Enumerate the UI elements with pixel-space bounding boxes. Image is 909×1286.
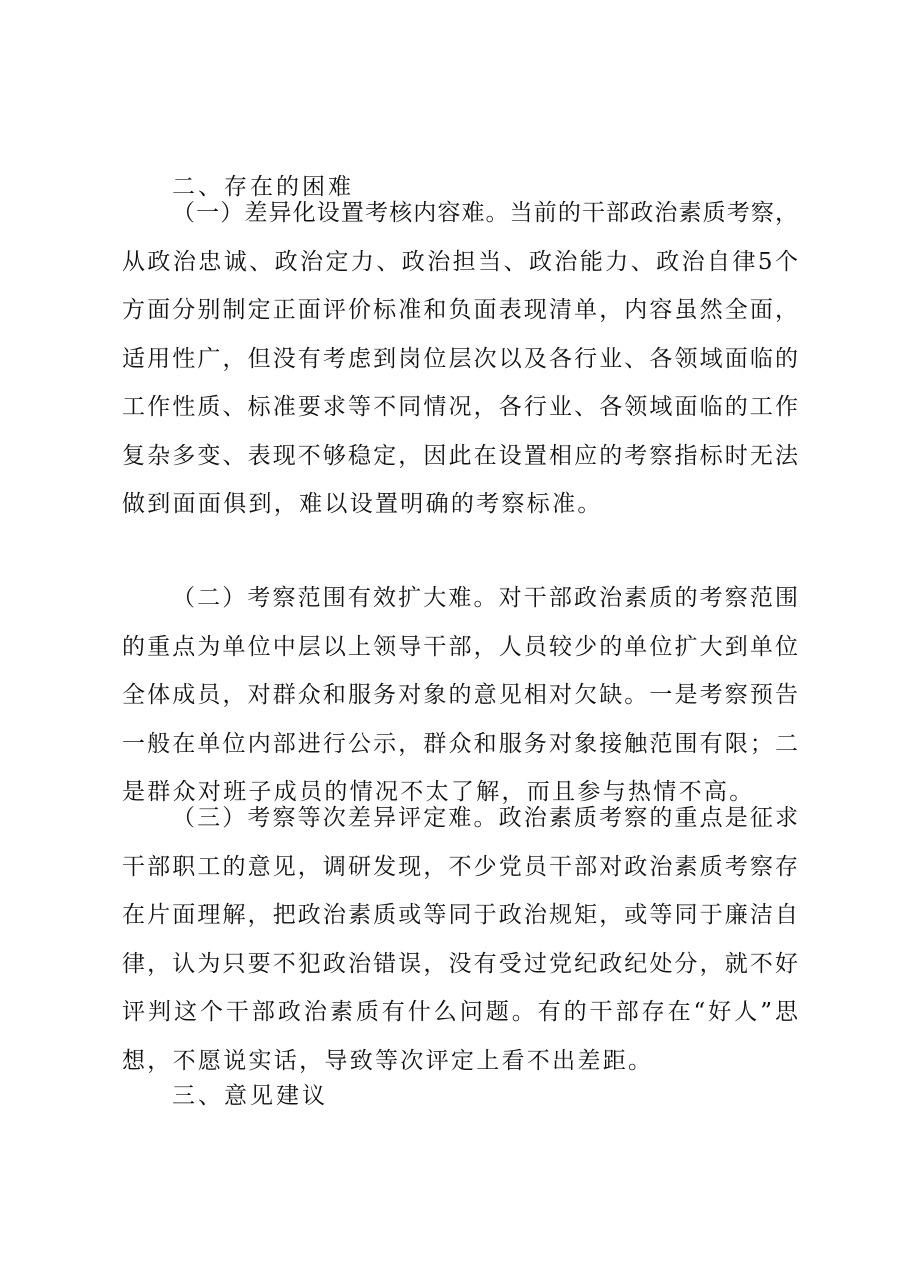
paragraph-line: 评判这个干部政治素质有什么问题。有的干部存在“好人”思: [122, 999, 798, 1025]
paragraph-line: 从政治忠诚、政治定力、政治担当、政治能力、政治自律5个: [122, 248, 798, 275]
paragraph-line: 工作性质、标准要求等不同情况，各行业、各领域面临的工作: [122, 394, 798, 420]
paragraph-line: 一般在单位内部进行公示，群众和服务对象接触范围有限；二: [122, 730, 798, 757]
paragraph-1: [122, 189, 798, 529]
paragraph-line: （三）考察等次差异评定难。政治素质考察的重点是征求: [172, 805, 798, 831]
paragraph-line: （一）差异化设置考核内容难。当前的干部政治素质考察，: [172, 200, 798, 226]
paragraph-3: [122, 794, 798, 1085]
paragraph-line: （二）考察范围有效扩大难。对干部政治素质的考察范围: [172, 585, 798, 611]
paragraph-line: 方面分别制定正面评价标准和负面表现清单，内容虽然全面，: [122, 297, 798, 323]
paragraph-line: 的重点为单位中层以上领导干部，人员较少的单位扩大到单位: [122, 633, 798, 660]
paragraph-line: 复杂多变、表现不够稳定，因此在设置相应的考察指标时无法: [122, 442, 798, 469]
paragraph-line: 全体成员，对群众和服务对象的意见相对欠缺。一是考察预告: [122, 682, 798, 708]
section-heading-difficulties: 二、存在的困难: [172, 174, 354, 200]
paragraph-line: 想，不愿说实话，导致等次评定上看不出差距。: [122, 1047, 654, 1074]
paragraph-line: 在片面理解，把政治素质或等同于政治规矩，或等同于廉洁自: [122, 902, 798, 928]
paragraph-line: 是群众对班子成员的情况不太了解，而且参与热情不高。: [122, 779, 755, 805]
section-heading-suggestions: 三、意见建议: [172, 1083, 328, 1109]
paragraph-2: [122, 574, 798, 817]
paragraph-line: 做到面面俱到，难以设置明确的考察标准。: [122, 491, 603, 517]
paragraph-line: 适用性广，但没有考虑到岗位层次以及各行业、各领域面临的: [122, 345, 798, 372]
paragraph-line: 律，认为只要不犯政治错误，没有受过党纪政纪处分，就不好: [122, 950, 798, 977]
paragraph-line: 干部职工的意见，调研发现，不少党员干部对政治素质考察存: [122, 853, 798, 880]
